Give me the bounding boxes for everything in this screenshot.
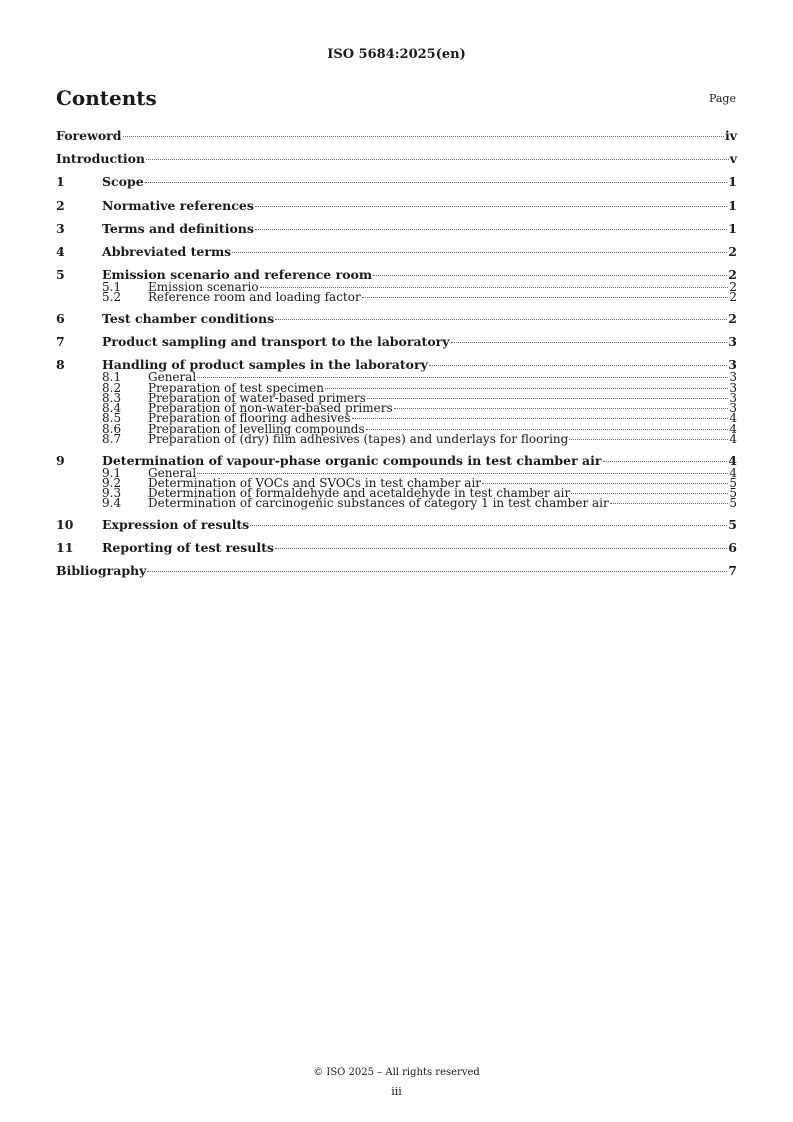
toc-entry-number: 2 — [56, 197, 65, 213]
toc-entry-page: 4 — [729, 411, 737, 426]
contents-title: Contents — [56, 86, 157, 110]
toc-entry-page: 2 — [729, 290, 737, 305]
dot-leader — [197, 473, 728, 474]
toc-entry-page: 5 — [729, 475, 737, 490]
toc-entry[interactable] — [56, 221, 737, 236]
toc-entry-title: Reporting of test results — [102, 540, 274, 556]
toc-entry-title: Expression of results — [102, 516, 250, 532]
toc-entry-title: Preparation of non-water-based primers — [148, 401, 393, 416]
dot-leader — [145, 182, 728, 183]
toc-entry-title: Foreword — [56, 128, 122, 143]
dot-leader — [255, 206, 727, 207]
toc-entry-title: Preparation of flooring adhesives — [148, 411, 351, 426]
toc-entry-page: 7 — [728, 563, 737, 579]
toc-entry-number: 6 — [56, 310, 65, 326]
dot-leader — [260, 287, 729, 288]
toc-entry-page: 5 — [728, 516, 737, 532]
toc-entry-title: Reference room and loading factor — [148, 290, 361, 305]
dot-leader — [451, 342, 728, 343]
toc-entry-number: 5.2 — [102, 290, 122, 305]
dot-leader — [275, 319, 727, 320]
toc-entry-number: 5.1 — [102, 280, 122, 295]
toc-entry[interactable] — [56, 128, 737, 143]
toc-entry-title: General — [148, 465, 197, 480]
dot-leader — [429, 365, 727, 366]
toc-entry-number: 9.4 — [102, 496, 122, 511]
toc-entry[interactable] — [56, 198, 737, 213]
toc-entry-title: Handling of product samples in the laboratory — [102, 357, 428, 373]
toc-entry-title: Determination of carcinogenic substances of category 1 in test chamber air — [148, 496, 609, 511]
toc-entry-page: 3 — [729, 401, 737, 416]
toc-entry-number: 8.7 — [102, 432, 122, 447]
toc-entry-title: Preparation of test specimen — [148, 380, 324, 395]
toc-entry-number: 7 — [56, 334, 65, 350]
dot-leader — [373, 275, 727, 276]
toc-entry[interactable] — [56, 244, 737, 259]
toc-entry-title: Determination of formaldehyde and acetaldehyde in test chamber air — [148, 486, 571, 501]
toc-entry-number: 9.1 — [102, 465, 122, 480]
toc-subentry[interactable] — [56, 290, 737, 305]
toc-entry-page: 3 — [729, 380, 737, 395]
toc-entry-number: 8.4 — [102, 401, 122, 416]
dot-leader — [482, 483, 728, 484]
toc-entry-number: 8.2 — [102, 380, 122, 395]
toc-entry-page: 1 — [728, 220, 737, 236]
toc-entry-title: Product sampling and transport to the laboratory — [102, 334, 450, 350]
toc-entry-page: 3 — [729, 390, 737, 405]
toc-entry[interactable] — [56, 334, 737, 349]
toc-entry-page: 4 — [728, 452, 737, 468]
toc-entry-page: 1 — [728, 174, 737, 190]
toc-entry-number: 9.3 — [102, 486, 122, 501]
dot-leader — [147, 571, 727, 572]
toc-entry-page: 5 — [729, 486, 737, 501]
toc-entry-title: Terms and definitions — [102, 220, 254, 236]
dot-leader — [197, 377, 728, 378]
toc-entry-number: 5 — [56, 267, 65, 283]
toc-entry-number: 8.5 — [102, 411, 122, 426]
toc-entry-number: 1 — [56, 174, 65, 190]
document-id-header: ISO 5684:2025(en) — [327, 47, 466, 62]
dot-leader — [367, 398, 728, 399]
toc-entry-number: 9.2 — [102, 475, 122, 490]
dot-leader — [394, 408, 729, 409]
dot-leader — [362, 297, 729, 298]
toc-entry-page: 2 — [728, 267, 737, 283]
toc-entry-number: 9 — [56, 452, 65, 468]
table-of-contents — [56, 128, 737, 578]
toc-entry-title: Determination of vapour-phase organic compounds in test chamber air — [102, 452, 602, 468]
toc-entry-number: 8.3 — [102, 390, 122, 405]
dot-leader — [352, 418, 729, 419]
toc-entry-title: Bibliography — [56, 563, 147, 579]
toc-entry-page: 4 — [729, 421, 737, 436]
dot-leader — [255, 229, 727, 230]
toc-entry-page: 3 — [728, 334, 737, 350]
toc-entry-title: Introduction — [56, 151, 146, 167]
toc-entry-title: Abbreviated terms — [102, 243, 232, 259]
toc-entry-number: 8.6 — [102, 421, 122, 436]
toc-entry-page: 4 — [729, 432, 737, 447]
toc-entry-title: Emission scenario and reference room — [102, 267, 373, 283]
toc-entry-number: 10 — [56, 516, 74, 532]
page-number: iii — [391, 1085, 402, 1098]
dot-leader — [325, 388, 728, 389]
toc-entry-page: 5 — [729, 496, 737, 511]
toc-entry[interactable] — [56, 563, 737, 578]
toc-entry-number: 3 — [56, 220, 65, 236]
toc-entry-title: Test chamber conditions — [102, 310, 275, 326]
toc-entry-page: 2 — [728, 243, 737, 259]
toc-entry-number: 4 — [56, 243, 65, 259]
toc-entry-page: 3 — [728, 357, 737, 373]
toc-entry-page: 6 — [728, 540, 737, 556]
dot-leader — [146, 159, 729, 160]
toc-entry-title: General — [148, 370, 197, 385]
toc-subentry[interactable] — [56, 432, 737, 447]
toc-entry-page: 4 — [729, 465, 737, 480]
dot-leader — [275, 548, 727, 549]
dot-leader — [610, 503, 729, 504]
dot-leader — [569, 439, 728, 440]
toc-entry[interactable] — [56, 151, 737, 166]
toc-entry-number: 8.1 — [102, 370, 122, 385]
toc-entry-title: Preparation of (dry) film adhesives (tapes) and underlays for flooring — [148, 432, 569, 447]
toc-entry[interactable] — [56, 540, 737, 555]
toc-entry-number: 8 — [56, 357, 65, 373]
toc-entry[interactable] — [56, 517, 737, 532]
dot-leader — [366, 429, 729, 430]
toc-entry-title: Scope — [102, 174, 144, 190]
dot-leader — [232, 252, 727, 253]
toc-entry-number: 11 — [56, 540, 74, 556]
toc-entry[interactable] — [56, 174, 737, 189]
toc-entry-page: iv — [724, 128, 737, 143]
toc-entry-page: 1 — [728, 197, 737, 213]
dot-leader — [571, 493, 728, 494]
toc-entry-page: v — [729, 151, 737, 167]
dot-leader — [603, 461, 728, 462]
toc-subentry[interactable] — [56, 496, 737, 511]
toc-entry-title: Determination of VOCs and SVOCs in test chamber air — [148, 475, 482, 490]
toc-entry-title: Preparation of water-based primers — [148, 390, 366, 405]
toc-entry-title: Normative references — [102, 197, 254, 213]
toc-entry-page: 3 — [729, 370, 737, 385]
toc-entry-page: 2 — [729, 280, 737, 295]
dot-leader — [123, 136, 724, 137]
toc-entry-title: Emission scenario — [148, 280, 259, 295]
copyright-footer: © ISO 2025 – All rights reserved — [313, 1067, 480, 1078]
page-column-label: Page — [708, 92, 736, 105]
toc-entry-page: 2 — [728, 310, 737, 326]
toc-entry[interactable] — [56, 311, 737, 326]
dot-leader — [250, 525, 727, 526]
toc-entry-title: Preparation of levelling compounds — [148, 421, 365, 436]
